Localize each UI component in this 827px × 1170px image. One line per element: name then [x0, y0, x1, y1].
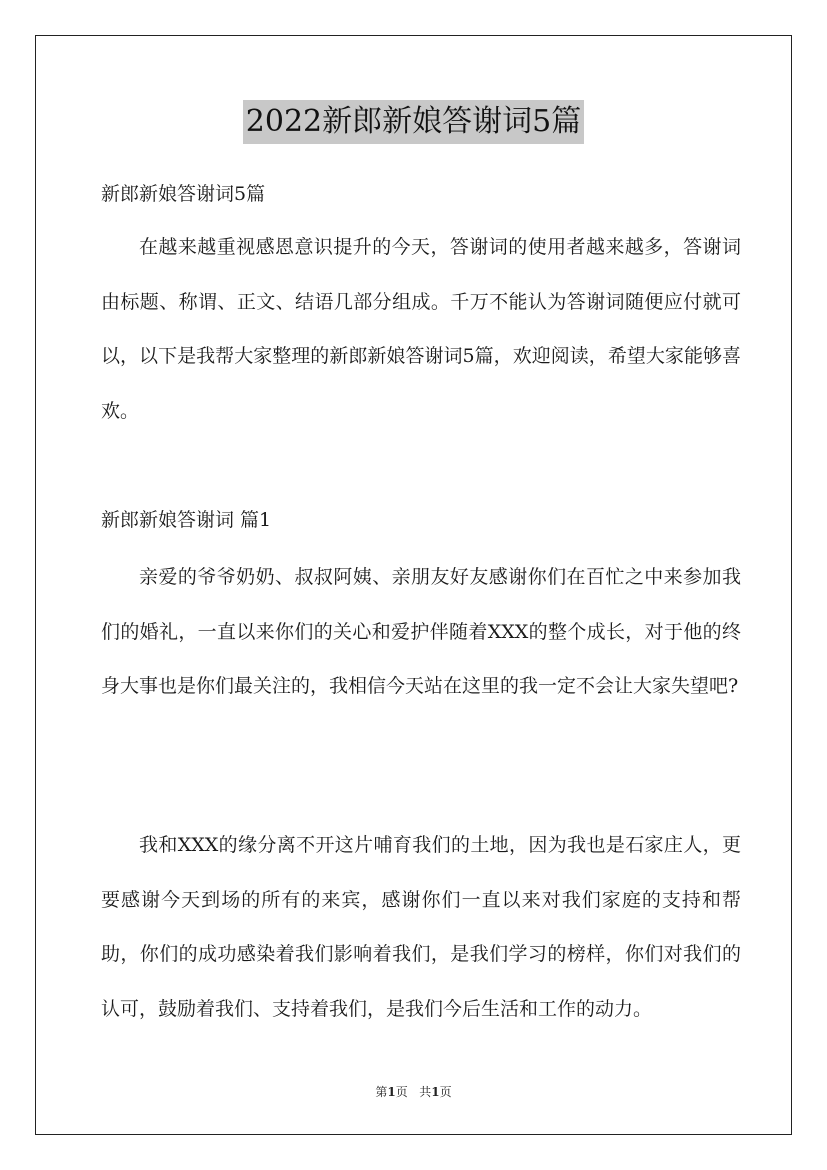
page-number: 1	[387, 1085, 396, 1099]
total-suffix: 页	[439, 1085, 452, 1099]
page-prefix: 第	[375, 1085, 388, 1099]
section-heading: 新郎新娘答谢词 篇1	[101, 509, 272, 531]
title-container	[0, 100, 827, 144]
page-suffix: 页	[395, 1085, 408, 1099]
intro-paragraph: 在越来越重视感恩意识提升的今天，答谢词的使用者越来越多，答谢词由标题、称谓、正文、结语几部分组成。千万不能认为答谢词随便应付就可以，以下是我帮大家整理的新郎新娘答谢词5篇，欢迎阅读，希望大家能够喜欢。	[101, 236, 741, 422]
total-prefix: 共	[419, 1085, 432, 1099]
body-paragraph-2: 我和XXX的缘分离不开这片哺育我们的土地，因为我也是石家庄人，更要感谢今天到场的所有的来宾，感谢你们一直以来对我们家庭的支持和帮助，你们的成功感染着我们影响着我们，是我们学习的榜样，你们对我们的认可，鼓励着我们、支持着我们，是我们今后生活和工作的动力。	[101, 834, 741, 1020]
total-pages: 1	[431, 1085, 440, 1099]
document-subtitle: 新郎新娘答谢词5篇	[101, 183, 266, 205]
page-footer	[0, 1082, 827, 1102]
body-paragraph-1: 亲爱的爷爷奶奶、叔叔阿姨、亲朋友好友感谢你们在百忙之中来参加我们的婚礼，一直以来你们的关心和爱护伴随着XXX的整个成长，对于他的终身大事也是你们最关注的，我相信今天站在这里的我一定不会让大家失望吧?	[101, 566, 741, 697]
document-title: 2022新郎新娘答谢词5篇	[243, 100, 584, 144]
